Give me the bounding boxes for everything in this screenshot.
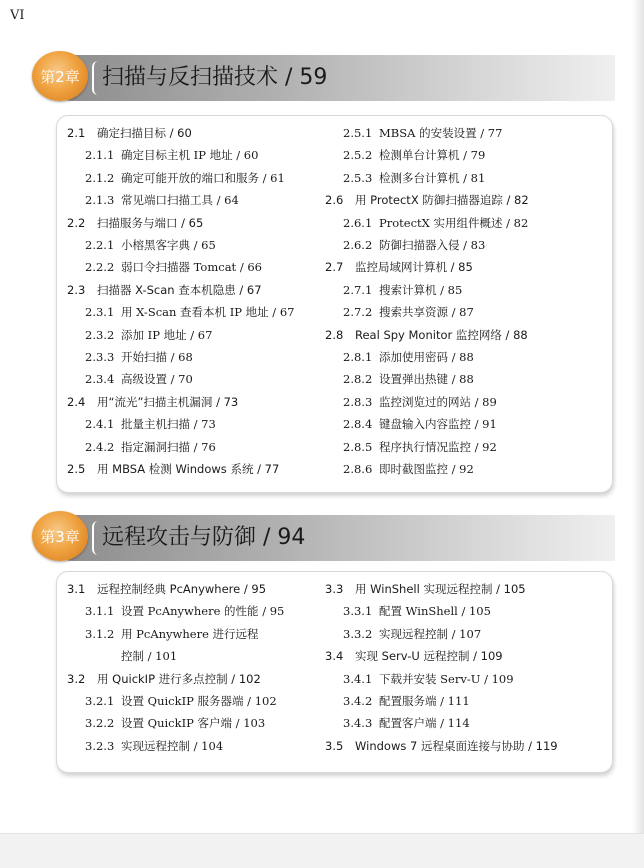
toc-entry-text: 开始扫描 / 68: [121, 350, 193, 364]
toc-entry-text: 配置服务端 / 111: [379, 694, 470, 708]
toc-entry-number: 2.7.1: [343, 282, 373, 297]
toc-entry-text: 搜索共享资源 / 87: [379, 305, 474, 320]
toc-subsection-entry: [85, 603, 284, 619]
toc-entry-number: 2.8: [325, 327, 344, 342]
toc-entry-number: 3.1: [67, 582, 86, 596]
toc-subsection-entry: [85, 648, 177, 664]
toc-entry-text: 扫描器 X-Scan 查本机隐患 / 67: [97, 282, 262, 297]
page-edge-shadow: [632, 0, 644, 867]
toc-subsection-entry: [343, 237, 485, 253]
toc-entry-number: 2.6.2: [343, 238, 373, 252]
toc-entry-text: 监控浏览过的网站 / 89: [379, 394, 497, 409]
toc-entry-number: 2.2.2: [85, 260, 115, 275]
toc-section-entry: [67, 671, 261, 687]
toc-entry-text: 指定漏洞扫描 / 76: [121, 439, 216, 454]
toc-subsection-entry: [343, 439, 497, 455]
toc-section-entry: [325, 648, 503, 664]
toc-entry-number: 3.1.1: [85, 604, 115, 619]
toc-entry-text: 批量主机扫描 / 73: [121, 417, 216, 432]
toc-entry-number: 3.4.2: [343, 694, 373, 708]
toc-entry-number: 3.2: [67, 671, 86, 686]
toc-section-entry: [67, 282, 262, 298]
toc-subsection-entry: [85, 439, 216, 455]
toc-entry-number: 2.3.4: [85, 372, 115, 387]
toc-entry-text: 即时截图监控 / 92: [379, 462, 474, 476]
toc-entry-text: 程序执行情况监控 / 92: [379, 439, 497, 454]
toc-subsection-entry: [85, 237, 216, 253]
toc-entry-number: 2.8.4: [343, 417, 373, 432]
toc-subsection-entry: [343, 626, 481, 642]
toc-subsection-entry: [85, 349, 193, 365]
toc-entry-number: 2.5.2: [343, 148, 373, 163]
toc-entry-text: 远程控制经典 PcAnywhere / 95: [97, 582, 267, 596]
toc-entry-text: 搜索计算机 / 85: [379, 282, 463, 297]
toc-entry-number: 2.5.3: [343, 170, 373, 185]
toc-entry-number: 2.6.1: [343, 215, 373, 230]
toc-entry-number: 3.1.2: [85, 626, 115, 641]
toc-entry-text: 实现远程控制 / 107: [379, 626, 482, 641]
toc-entry-number: 2.3: [67, 282, 86, 297]
toc-entry-number: 2.5.1: [343, 126, 373, 140]
toc-subsection-entry: [343, 715, 470, 731]
toc-entry-text: 配置 WinShell / 105: [379, 604, 491, 619]
toc-section-entry: [67, 461, 279, 477]
toc-section-entry: [325, 738, 558, 754]
toc-entry-number: 3.5: [325, 738, 344, 753]
toc-subsection-entry: [343, 416, 497, 432]
footer-bar: [0, 833, 644, 868]
toc-entry-number: 2.2.1: [85, 238, 115, 252]
toc-entry-number: 2.6: [325, 193, 344, 208]
toc-entry-text: 检测多台计算机 / 81: [379, 170, 486, 185]
toc-subsection-entry: [85, 738, 223, 754]
toc-section-entry: [67, 394, 238, 410]
toc-entry-text: 用 QuickIP 进行多点控制 / 102: [97, 671, 261, 686]
toc-entry-text: 用 WinShell 实现远程控制 / 105: [355, 582, 526, 596]
toc-entry-number: 2.1.3: [85, 193, 115, 208]
chapter-title: 远程攻击与防御 / 94: [102, 525, 306, 550]
toc-entry-text: 防御扫描器入侵 / 83: [379, 238, 486, 252]
toc-subsection-entry: [343, 282, 462, 298]
toc-box: [56, 571, 613, 773]
toc-entry-text: 设置 QuickIP 客户端 / 103: [121, 716, 266, 731]
toc-entry-text: 小榕黑客字典 / 65: [121, 238, 216, 252]
toc-section-entry: [67, 581, 266, 597]
toc-entry-text: 监控局域网计算机 / 85: [355, 260, 473, 275]
toc-entry-text: 用 ProtectX 防御扫描器追踪 / 82: [355, 193, 529, 208]
toc-entry-number: 3.4: [325, 649, 344, 664]
toc-entry-text: 设置 QuickIP 服务器端 / 102: [121, 694, 277, 708]
toc-entry-number: 2.4.1: [85, 417, 115, 432]
toc-entry-text: 常见端口扫描工具 / 64: [121, 193, 239, 208]
toc-entry-text: 确定可能开放的端口和服务 / 61: [121, 170, 285, 185]
toc-entry-text: 确定目标主机 IP 地址 / 60: [121, 148, 259, 163]
toc-entry-text: 用 PcAnywhere 进行远程: [121, 626, 259, 641]
toc-subsection-entry: [85, 170, 285, 186]
chapter-title: 扫描与反扫描技术 / 59: [102, 65, 328, 90]
toc-entry-number: 2.3.1: [85, 305, 115, 320]
toc-entry-number: 3.2.3: [85, 738, 115, 753]
toc-subsection-entry: [85, 327, 212, 343]
toc-section-entry: [325, 259, 473, 275]
toc-entry-text: 实现远程控制 / 104: [121, 738, 224, 753]
toc-entry-text: Windows 7 远程桌面连接与协助 / 119: [355, 738, 558, 753]
toc-subsection-entry: [343, 125, 502, 141]
toc-subsection-entry: [343, 671, 514, 687]
toc-entry-number: 2.5: [67, 462, 86, 476]
toc-entry-text: 配置客户端 / 114: [379, 716, 470, 731]
toc-entry-number: 2.8.5: [343, 439, 373, 454]
toc-subsection-entry: [343, 394, 497, 410]
chapter-badge: 第2章: [32, 51, 88, 101]
chapter-badge: 第3章: [32, 511, 88, 561]
toc-entry-number: 3.4.3: [343, 716, 373, 731]
toc-section-entry: [325, 581, 526, 597]
toc-subsection-entry: [343, 461, 474, 477]
toc-section-entry: [325, 192, 529, 208]
toc-entry-number: 3.2.2: [85, 716, 115, 731]
toc-entry-number: 3.2.1: [85, 694, 115, 708]
toc-entry-text: 用 X-Scan 查看本机 IP 地址 / 67: [121, 305, 295, 320]
toc-entry-text: 下载并安装 Serv-U / 109: [379, 671, 514, 686]
toc-entry-number: 3.3: [325, 582, 344, 596]
toc-entry-number: 2.1.1: [85, 148, 115, 163]
toc-box: [56, 115, 613, 493]
toc-entry-number: 2.8.1: [343, 350, 373, 364]
toc-entry-text: 添加 IP 地址 / 67: [121, 327, 213, 342]
toc-section-entry: [67, 125, 192, 141]
toc-subsection-entry: [85, 259, 262, 275]
toc-subsection-entry: [343, 147, 485, 163]
toc-entry-text: 添加使用密码 / 88: [379, 350, 474, 364]
toc-subsection-entry: [343, 215, 528, 231]
toc-entry-text: 扫描服务与端口 / 65: [97, 215, 204, 230]
toc-entry-text: 检测单台计算机 / 79: [379, 148, 486, 163]
toc-subsection-entry: [85, 371, 193, 387]
toc-entry-number: 2.2: [67, 215, 86, 230]
toc-section-entry: [325, 327, 528, 343]
toc-entry-text: ProtectX 实用组件概述 / 82: [379, 215, 529, 230]
toc-entry-number: 2.3.3: [85, 350, 115, 364]
toc-entry-number: 2.8.6: [343, 462, 373, 476]
toc-subsection-entry: [85, 626, 259, 642]
toc-entry-text: 控制 / 101: [121, 649, 178, 664]
toc-subsection-entry: [85, 416, 216, 432]
toc-entry-text: 键盘输入内容监控 / 91: [379, 417, 497, 432]
toc-entry-number: 3.3.1: [343, 604, 373, 619]
toc-entry-text: 高级设置 / 70: [121, 372, 193, 387]
toc-entry-number: 2.4.2: [85, 439, 115, 454]
toc-entry-number: 2.8.3: [343, 394, 373, 409]
toc-entry-text: Real Spy Monitor 监控网络 / 88: [355, 327, 528, 342]
toc-subsection-entry: [85, 192, 239, 208]
toc-section-entry: [67, 215, 203, 231]
toc-entry-text: 弱口令扫描器 Tomcat / 66: [121, 260, 262, 275]
toc-entry-text: 实现 Serv-U 远程控制 / 109: [355, 649, 503, 664]
toc-entry-number: 2.3.2: [85, 327, 115, 342]
page-number: VI: [10, 8, 25, 23]
toc-entry-number: 2.1: [67, 126, 86, 140]
toc-subsection-entry: [343, 304, 474, 320]
toc-entry-number: 2.7: [325, 260, 344, 275]
toc-subsection-entry: [85, 147, 258, 163]
toc-subsection-entry: [85, 715, 265, 731]
toc-entry-text: 用 MBSA 检测 Windows 系统 / 77: [97, 462, 280, 476]
toc-entry-number: 3.4.1: [343, 671, 373, 686]
toc-subsection-entry: [343, 349, 474, 365]
toc-entry-text: 确定扫描目标 / 60: [97, 126, 192, 140]
toc-subsection-entry: [343, 693, 470, 709]
toc-subsection-entry: [343, 603, 491, 619]
toc-entry-number: 3.3.2: [343, 626, 373, 641]
toc-entry-text: MBSA 的安装设置 / 77: [379, 126, 503, 140]
toc-entry-number: 2.4: [67, 394, 86, 409]
toc-entry-number: 2.1.2: [85, 170, 115, 185]
toc-subsection-entry: [343, 371, 474, 387]
toc-entry-number: 2.8.2: [343, 372, 373, 387]
toc-entry-number: 2.7.2: [343, 305, 373, 320]
toc-subsection-entry: [85, 693, 277, 709]
toc-entry-text: 设置弹出热键 / 88: [379, 372, 474, 387]
toc-subsection-entry: [343, 170, 485, 186]
toc-subsection-entry: [85, 304, 294, 320]
toc-entry-text: 用“流光”扫描主机漏洞 / 73: [97, 394, 239, 409]
toc-entry-text: 设置 PcAnywhere 的性能 / 95: [121, 604, 285, 619]
